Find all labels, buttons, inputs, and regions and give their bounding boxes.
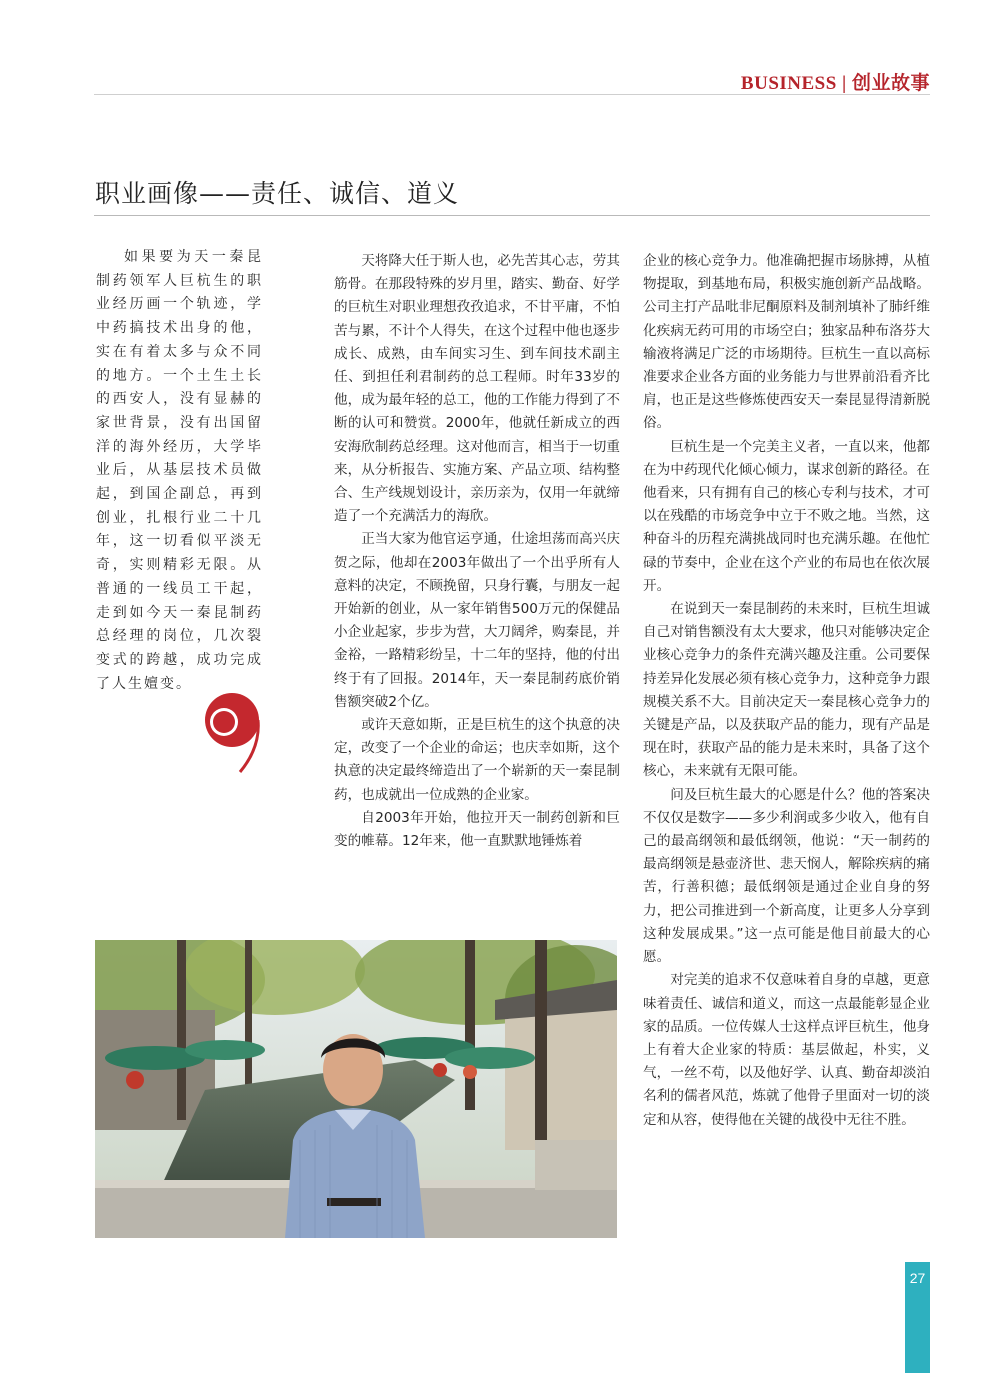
section-divider (94, 215, 930, 216)
paragraph: 在说到天一秦昆制药的未来时，巨杭生坦诚自己对销售额没有太大要求，他只对能够决定企业核心竞争力的条件充满兴趣及注重。公司要保持差异化发展必须有核心竞争力，这种竞争力跟规模关系不大。目前决定天一秦昆核心竞争力的关键是产品，以及获取产品的能力，现有产品是现在时，获取产品的能力是未来时，具备了这个核心，未来就有无限可能。 (643, 601, 930, 780)
paragraph: 或许天意如斯，正是巨杭生的这个执意的决定，改变了一个企业的命运；也庆幸如斯，这个执意的决定最终缔造出了一个崭新的天一秦昆制药，也成就出一位成熟的企业家。 (334, 717, 620, 803)
page-header (94, 68, 930, 96)
portrait-photo (95, 940, 617, 1238)
paragraph-continuation: 企业的核心竞争力。他准确把握市场脉搏，从植物提取，到基地布局，积极实施创新产品战略。公司主打产品吡非尼酮原料及制剂填补了肺纤维化疾病无药可用的市场空白；独家品种布洛芬大输液将满足广泛的市场期待。巨杭生一直以高标准要求企业各方面的业务能力与世界前沿看齐比肩，也正是这些修炼使西安天一秦昆显得清新脱俗。 (643, 253, 930, 432)
photo-illustration (95, 940, 617, 1238)
paragraph: 正当大家为他官运亨通，仕途坦荡而高兴庆贺之际，他却在2003年做出了一个出乎所有人意料的决定，不顾挽留，只身行囊，与朋友一起开始新的创业，从一家年销售500万元的保健品小企业起家，步步为营，大刀阔斧，购秦昆，并金裕，一路精彩纷呈，十二年的坚持，他的付出终于有了回报。2014年，天一秦昆制药底价销售额突破2个亿。 (334, 531, 620, 710)
header-divider (94, 94, 930, 95)
paragraph: 巨杭生是一个完美主义者，一直以来，他都在为中药现代化倾心倾力，谋求创新的路径。在他看来，只有拥有自己的核心专利与技术，才可以在残酷的市场竞争中立于不败之地。当然，这种奋斗的历程充满挑战同时也充满乐趣。在他忙碌的节奏中，企业在这个产业的布局也在依次展开。 (643, 438, 930, 594)
header-title: BUSINESS | 创业故事 (740, 73, 930, 94)
decorative-nine-icon (202, 690, 266, 774)
article-column-middle (334, 250, 620, 853)
paragraph: 问及巨杭生最大的心愿是什么？他的答案决不仅仅是数字——多少利润或多少收入，他有自己的最高纲领和最低纲领，他说：“天一制药的最高纲领是悬壶济世、悲天悯人，解除疾病的痛苦，行善积德；最低纲领是通过企业自身的努力，把公司推进到一个新高度，让更多人分享到这种发展成果。”这一点可能是他目前最大的心愿。 (643, 786, 930, 966)
page-number: 27 (909, 1270, 926, 1286)
section-title: 职业画像——责任、诚信、道义 (95, 179, 460, 208)
intro-text: 如果要为天一秦昆制药领军人巨杭生的职业经历画一个轨迹，学中药搞技术出身的他，实在有着太多与众不同的地方。一个土生土长的西安人，没有显赫的家世背景，没有出国留洋的海外经历，大学毕业后，从基层技术员做起，到国企副总，再到创业，扎根行业二十几年，这一切看似平淡无奇，实则精彩无限。从普通的一线员工干起，走到如今天一秦昆制药总经理的岗位，几次裂变式的跨越，成功完成了人生嬗变。 (96, 249, 263, 692)
page-number-tab (905, 1262, 930, 1373)
paragraph: 自2003年开始，他拉开天一制药创新和巨变的帷幕。12年来，他一直默默地锤炼着 (334, 809, 620, 850)
article-column-right (643, 250, 930, 1132)
paragraph: 天将降大任于斯人也，必先苦其心志，劳其筋骨。在那段特殊的岁月里，踏实、勤奋、好学的巨杭生对职业理想孜孜追求，不甘平庸，不怕苦与累，不计个人得失，在这个过程中他也逐步成长、成熟，由车间实习生、到车间技术副主任、到担任利君制药的总工程师。时年33岁的他，成为最年轻的总工，他的工作能力得到了不断的认可和赞赏。2000年，他就任新成立的西安海欣制药总经理。这对他而言，相当于一切重来，从分析报告、实施方案、产品立项、结构整合、生产线规划设计，亲历亲为，仅用一年就缔造了一个充满活力的海欣。 (334, 253, 620, 525)
paragraph: 对完美的追求不仅意味着自身的卓越，更意味着责任、诚信和道义，而这一点最能彰显企业家的品质。一位传媒人士这样点评巨杭生，他身上有着大企业家的特质：基层做起，朴实，义气，一丝不苟，以及他好学、认真、勤奋却淡泊名利的儒者风范，炼就了他骨子里面对一切的淡定和从容，使得他在关键的战役中无往不胜。 (643, 972, 930, 1128)
intro-column (96, 246, 263, 696)
